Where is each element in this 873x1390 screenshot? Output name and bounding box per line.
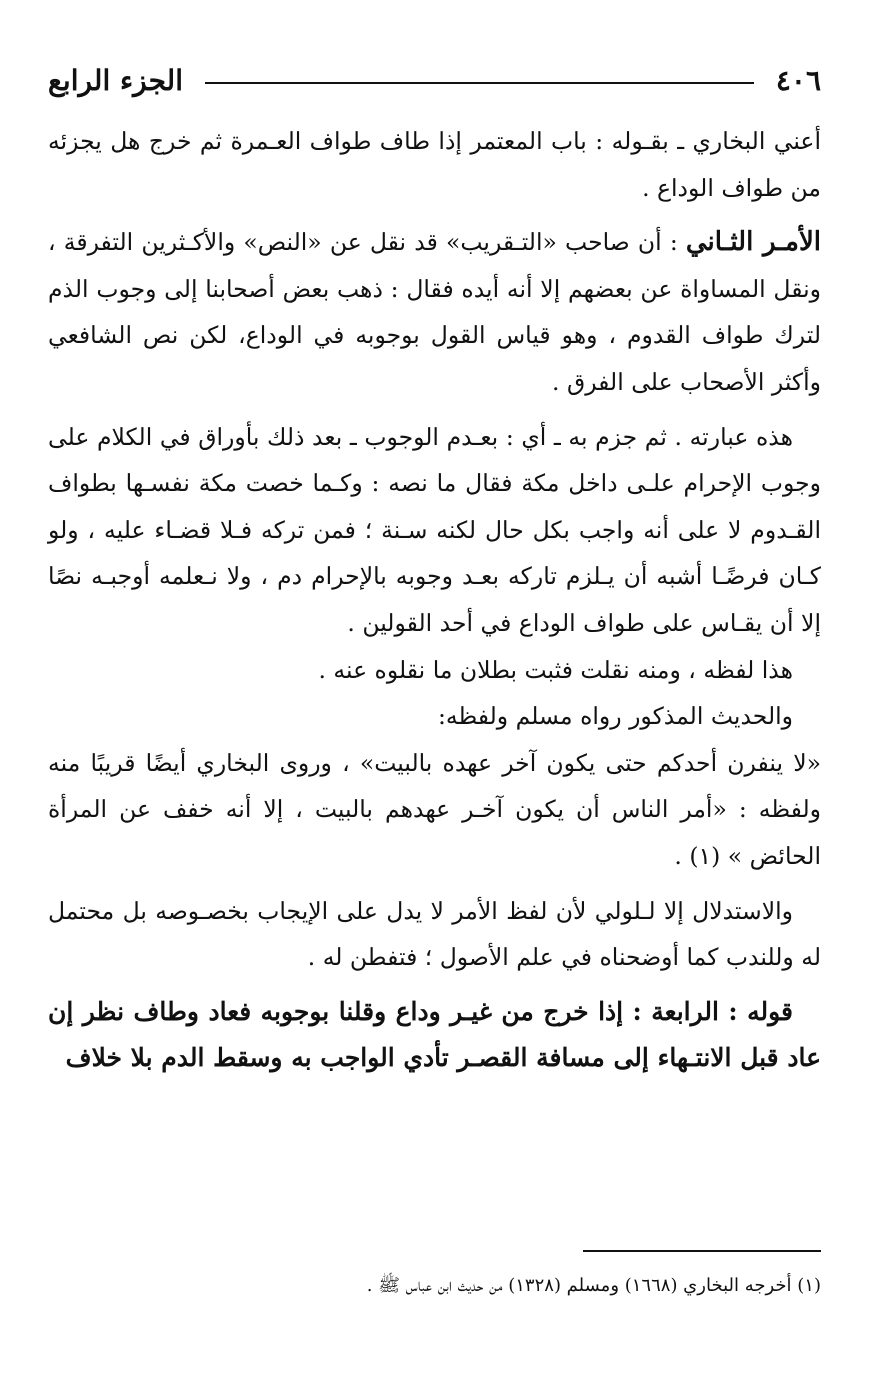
paragraph-8 xyxy=(48,989,821,1082)
footnote-rule xyxy=(583,1250,821,1252)
header-rule xyxy=(205,82,754,84)
footnote: (١) أخرجه البخاري (١٦٦٨) ومسلم (١٣٢٨) من حديث ابن عباس ﷺ . xyxy=(366,1275,821,1296)
paragraph-text: هذه عبارته . ثم جزم به ـ أي : بعـدم الوجوب ـ بعد ذلك بأوراق في الكلام على وجوب الإحرام علـى داخل مكة فقال ما نصه : وكـما خصت مكة نفسـها بطواف القـدوم لا على أنه واجب بكل حال لكنه سـنة ؛ فمن تركه فـلا قضـاء عليه ، ولو كـان فرضًـا أشبه أن يـلزم تاركه بعـد وجوبه بالإحرام دم ، ولا نـعلمه أوجبـه نصًا إلا أن يقـاس على طواف الوداع في أحد القولين . xyxy=(48,422,821,637)
paragraph-2 xyxy=(48,219,821,405)
section-lead: الأمـر الثـاني xyxy=(685,227,822,258)
paragraph-3 xyxy=(48,414,821,647)
paragraph-text: : أن صاحب «التـقريب» قد نقل عن «النص» والأكـثرين التفرقة ، ونقل المساواة عن بعضهم إلا أنه أيده فقال : ذهب بعض أصحابنا إلى وجوب الذم لترك طواف القدوم ، وهو قياس القول بوجوبه في الوداع، لكن نص الشافعي وأكثر الأصحاب على الفرق . xyxy=(48,228,821,396)
paragraph-text: «لا ينفرن أحدكم حتى يكون آخر عهده بالبيت» ، وروى البخاري أيضًا قريبًا منه ولفظه : «أمر الناس أن يكون آخـر عهدهم بالبيت ، إلا أنه خفف عن المرأة الحائض » (١) . xyxy=(48,748,821,870)
paragraph-text: والاستدلال إلا لـلولي لأن لفظ الأمر لا يدل على الإيجاب بخصـوصه بل محتمل له وللندب كما أوضحناه في علم الأصول ؛ فتفطن له . xyxy=(48,896,821,972)
paragraph-1 xyxy=(48,118,821,211)
paragraph-6 xyxy=(48,740,821,880)
paragraph-text: والحديث المذكور رواه مسلم ولفظه: xyxy=(437,702,793,731)
paragraph-text: أعني البخاري ـ بقـوله : باب المعتمر إذا طاف طواف العـمرة ثم خرج هل يجزئه من طواف الوداع . xyxy=(48,127,821,202)
running-header xyxy=(48,58,821,102)
paragraph-7 xyxy=(48,888,821,981)
paragraph-text: قوله : الرابعة : إذا خرج من غيـر وداع وقلنا بوجوبه فعاد وطاف نظر إن عاد قبل الانتـهاء إلى مسافة القصـر تأدي الواجب به وسقط الدم بلا خلاف xyxy=(48,996,821,1073)
paragraph-4 xyxy=(48,647,821,694)
page-body xyxy=(48,118,821,1082)
paragraph-text: هذا لفظه ، ومنه نقلت فثبت بطلان ما نقلوه عنه . xyxy=(318,655,793,684)
page-number: ٤٠٦ xyxy=(775,63,821,97)
paragraph-5 xyxy=(48,693,821,740)
volume-title: الجزء الرابع xyxy=(48,63,183,97)
